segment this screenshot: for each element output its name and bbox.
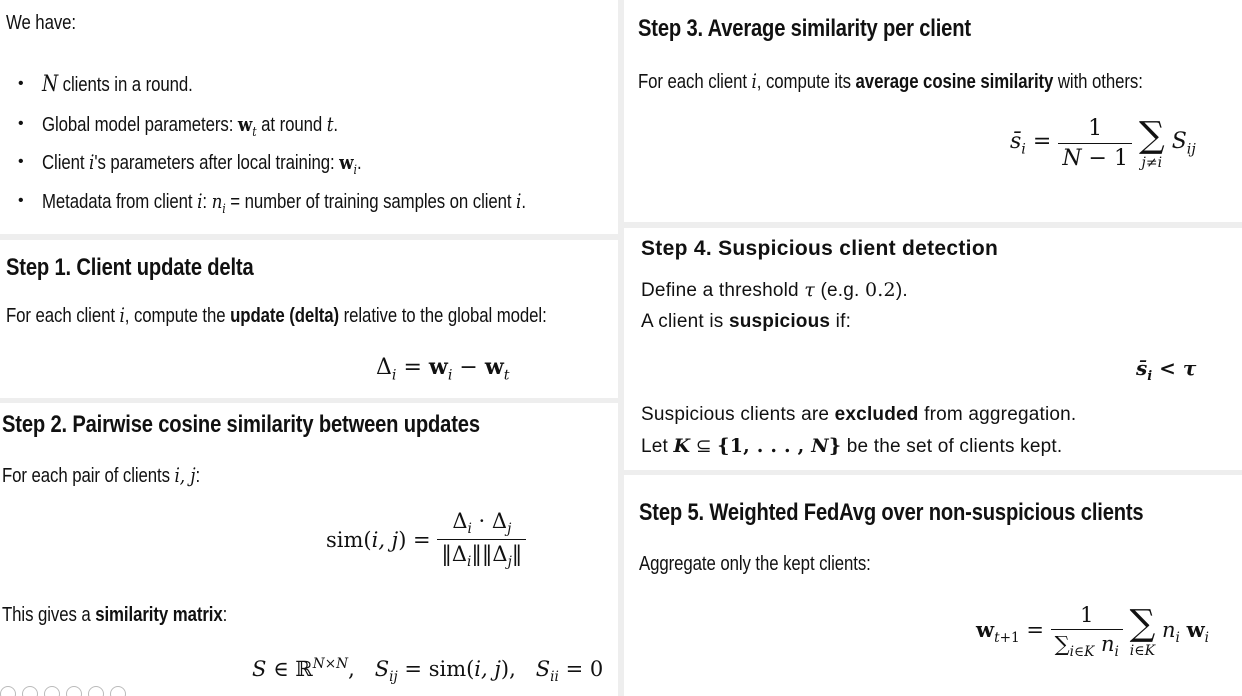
cosine-equation: sim(i, j) = $\frac{\Delta_i \cdot \Delta_j}{‖\Delta_i‖‖\Delta_j‖}$ [326, 509, 526, 570]
step3-section [624, 0, 1242, 222]
step5-title: Step 5. Weighted FedAvg over non-suspicious clients [639, 499, 1144, 526]
step1-title: Step 1. Client update delta [6, 254, 254, 281]
step5-section [624, 475, 1242, 696]
toolbar-icon[interactable] [44, 686, 60, 696]
bullet-dot: • [18, 115, 24, 132]
step4-suspicious-line: A client is suspicious if: [641, 311, 852, 332]
threshold-inequality: $s̄_i < \tau$ [1136, 356, 1197, 384]
intro-bullet-3: Client i's parameters after local training: $w_i$. [42, 150, 362, 178]
step4-section [624, 228, 1242, 470]
toolbar-icon[interactable] [22, 686, 38, 696]
step5-body: Aggregate only the kept clients: [639, 553, 871, 575]
intro-lead: We have: [6, 12, 76, 34]
toolbar-icon[interactable] [88, 686, 104, 696]
bullet-dot: • [18, 153, 24, 170]
step2-section [0, 403, 618, 696]
step2-body: For each pair of clients i, j: [2, 463, 201, 487]
step1-section [0, 240, 618, 398]
intro-bullet-4: Metadata from client i: $n_i$ = number of training samples on client i. [42, 189, 526, 217]
step4-excluded-line: Suspicious clients are excluded from aggregation. [641, 404, 1077, 425]
delta-equation: $\Delta_i = w_i - w_t$ [376, 354, 510, 384]
step2-title: Step 2. Pairwise cosine similarity between updates [2, 411, 480, 438]
bottom-toolbar [0, 686, 170, 696]
step2-gives: This gives a similarity matrix: [2, 604, 228, 626]
bullet-dot: • [18, 192, 24, 209]
step4-kept-set-line: Let K ⊆ {1, . . . , N} be the set of clients kept. [641, 435, 1063, 457]
bullet-dot: • [18, 75, 24, 92]
toolbar-icon[interactable] [0, 686, 16, 696]
step3-title: Step 3. Average similarity per client [638, 15, 971, 42]
step4-title: Step 4. Suspicious client detection [641, 237, 999, 260]
step3-body: For each client i, compute its average cosine similarity with others: [638, 69, 1143, 93]
toolbar-icon[interactable] [110, 686, 126, 696]
fedavg-equation: $w_{t+1}$ = $\frac{1}{\sum_{i\in K} n_i}$ ∑ i∈K $n_i$ $w_i$ [976, 602, 1210, 661]
intro-bullet-2: Global model parameters: $w_t$ at round t. [42, 112, 338, 140]
intro-bullet-1: N clients in a round. [42, 72, 193, 97]
intro-section [0, 0, 618, 234]
toolbar-icon[interactable] [66, 686, 82, 696]
average-similarity-equation: $s̄_i$ = $\frac{1}{N - 1}$ ∑ j≠i $S_{ij}$ [1010, 114, 1196, 171]
similarity-matrix-equation: S ∈ ℝ$^{N\times N}$, $S_{ij} = sim(i$, j), $S_{ii} = 0$ [252, 656, 604, 686]
step1-body: For each client i, compute the update (delta) relative to the global model: [6, 303, 547, 327]
step4-threshold-line: Define a threshold τ (e.g. 0.2). [641, 279, 908, 301]
